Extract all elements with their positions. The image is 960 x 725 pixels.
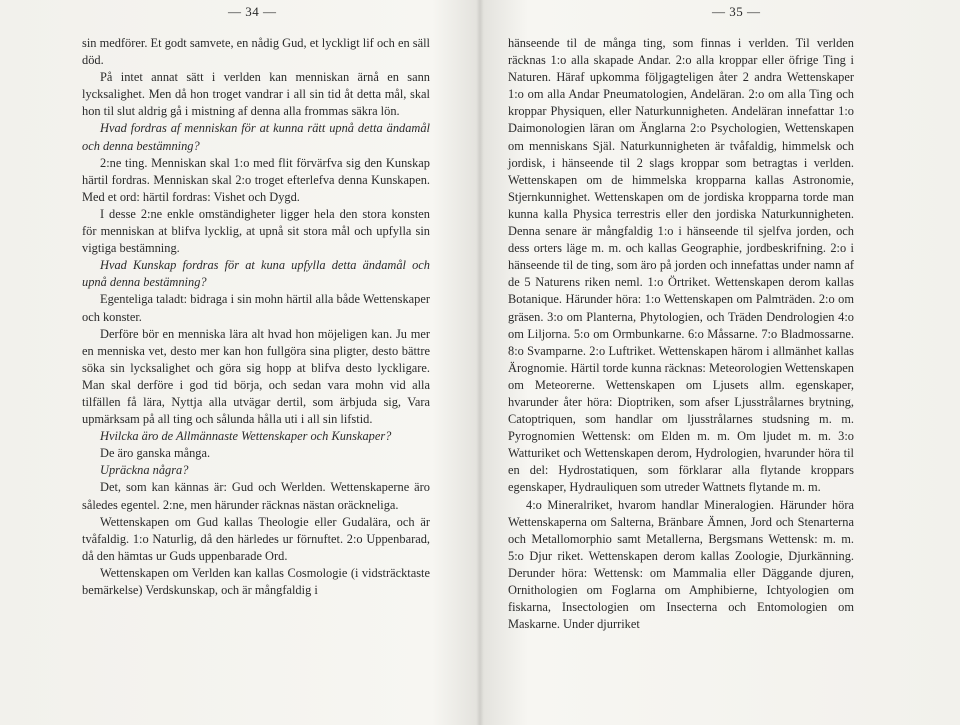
page-number: — 34 — <box>228 4 277 19</box>
paragraph: Egenteliga taladt: bidraga i sin mohn härtil alla både Wettenskaper och konster. <box>82 292 430 324</box>
paragraph: sin medförer. Et godt samvete, en nådig Gud, et lyckligt lif och en säll död. <box>82 36 430 68</box>
page-number: — 35 — <box>712 4 761 19</box>
paragraph: I desse 2:ne enkle omständigheter ligger hela den stora konsten för menniskan at blifva lycklig, at upnå sit stora mål och upfylla sin vigtiga bestämning. <box>82 206 430 256</box>
paragraph: De äro ganska många. <box>100 446 211 461</box>
paragraph: hänseende til de många ting, som finnas i verlden. Til verlden räcknas 1:o alla skapade Andar. 2:o alla kroppar eller öfrige Ting i Naturen. Häraf upkomma följgagteligen åter 2 andra Wettenskaper 1:o om alla Andar Pneumatologien, Andeläran. 2:o om alla Ting och kroppar Physiquen, eller Naturkunnigheten. Andeläran innefattar 1:o Daimonologien läran om Änglarna 2:o Psychologien, Wettenskapen om menniskans Själ. Naturkunnigheten är tvåfaldig, himmelsk och jordisk, i hänseende til 2 slags kroppar som betragtas i verlden. Wettenskapen om de himmelska kropparna kallas Astronomie, Stjernkunnighet. Wettenskapen om de jordiska kropparna torde man kunna kalla Physica terrestris eller den jordiska Naturkunnigheten. Denna senare är mångfaldig 1:o i hänseende til sjelfva jorden, och dess orters läge m. m. och kallas Geographie, jordbeskrifning. 2:o i hänseende til de ting, som äro på jorden och innefattas under namn af de 5 Naturens riken neml. 1:o Örtriket. Wettenskapen derom kallas Botanique. Härunder höra: 1:o Wettenskapen om Palmträden. 2:o om gräsen. 3:o om Planterna, Phytologien, och Träden Dendrologien 4:o om Liljorna. 5:o om Ormbunkarne. 6:o Måssarne. 7:o Bladmossarne. 8:o Svamparne. 2:o Luftriket. Wettenskapen härom i allmänhet kallas Ärognomie. Härtil torde kunna räcknas: Meteorologien Wettenskapen om Meteorerne. Wettenskapen om Ljusets allm. egenskaper, hvarunder åter höra: Dioptriken, som afser Ljusstrålarnes brytning, Catoptriquen, som handlar om ljusstrålarnes studsning m. m. Pyrognomien Wettensk: om Elden m. m. Om ljudet m. m. 3:o Watturiket och Wettenskapen derom, Hydrologien, hvarunder höra til en del: Hydrostatiquen, som förklarar alla flytande kroppars egenskaper, Hydrauliquen som utreder Wattnets flytande m. m. <box>508 36 854 495</box>
question-paragraph: Hvad fordras af menniskan för at kunna rätt upnå detta ändamål och denna bestämning? <box>82 121 430 153</box>
page-body <box>82 35 430 599</box>
paragraph: 4:o Mineralriket, hvarom handlar Mineralogien. Härunder höra Wettenskaperna om Salterna, Bränbare Ämnen, Jord och Stenarterna och Metallomorphio samt Metallerna, Bergsmans Wettensk: m. m. 5:o Djur riket. Wettenskapen derom kallas Zoologie, Djurkänning. Derunder höra: Wettensk: om Mammalia eller Däggande djuren, Ornithologien om Foglarna om Amphibierne, Ichtyologien om fiskarna, Insectologien om Insecterna och Entomologien om Maskarne. Under djurriket <box>508 497 854 632</box>
paragraph: Derföre bör en menniska lära alt hvad hon möjeligen kan. Ju mer en menniska vet, desto mer kan hon fullgöra sina pligter, desto bättre söka sin lycksalighet och göra sig hopp at blifva desto lyckligare. Man skal derföre i god tid börja, och sedan vara mohn vid alla tilfällen få lära, Nyttja alla utvägar dertil, som ärbjuda sig, Vara upmärksam på all ting och sålunda hålla uti i all sin lifstid. <box>82 326 430 427</box>
question-paragraph: Hvad Kunskap fordras för at kuna upfylla detta ändamål och upnå denna bestämning? <box>82 258 430 290</box>
right-page <box>480 0 960 725</box>
paragraph: Wettenskapen om Verlden kan kallas Cosmologie (i vidsträcktaste bemärkelse) Verdskunskap, och är mångfaldig i <box>82 565 430 597</box>
paragraph: 2:ne ting. Menniskan skal 1:o med flit förvärfva sig den Kunskap härtil fordras. Menniskan skal 2:o troget efterlefva denna Kunskapen. Med et ord: härtil fordras: Vishet och Dygd. <box>82 155 430 204</box>
page-body <box>508 35 854 633</box>
paragraph: Wettenskapen om Gud kallas Theologie eller Gudalära, och är tvåfaldig. 1:o Naturlig, då den härledes ur förnuftet. 2:o Uppenbarad, då den hämtas ur Guds uppenbarade Ord. <box>82 514 430 563</box>
question-paragraph: Upräckna några? <box>100 463 189 478</box>
question-paragraph: Hvilcka äro de Allmännaste Wettenskaper och Kunskaper? <box>100 429 392 444</box>
paragraph: På intet annat sätt i verlden kan menniskan ärnå en sann lycksalighet. Men då hon troget vandrar i all sin tid åt detta mål, skal hon til slut aldrig gå i mistning af denna alla frommas säkra lön. <box>82 70 430 119</box>
paragraph: Det, som kan kännas är: Gud och Werlden. Wettenskaperne äro således egentel. 2:ne, men härunder räcknas nästan oräckneliga. <box>82 480 430 512</box>
